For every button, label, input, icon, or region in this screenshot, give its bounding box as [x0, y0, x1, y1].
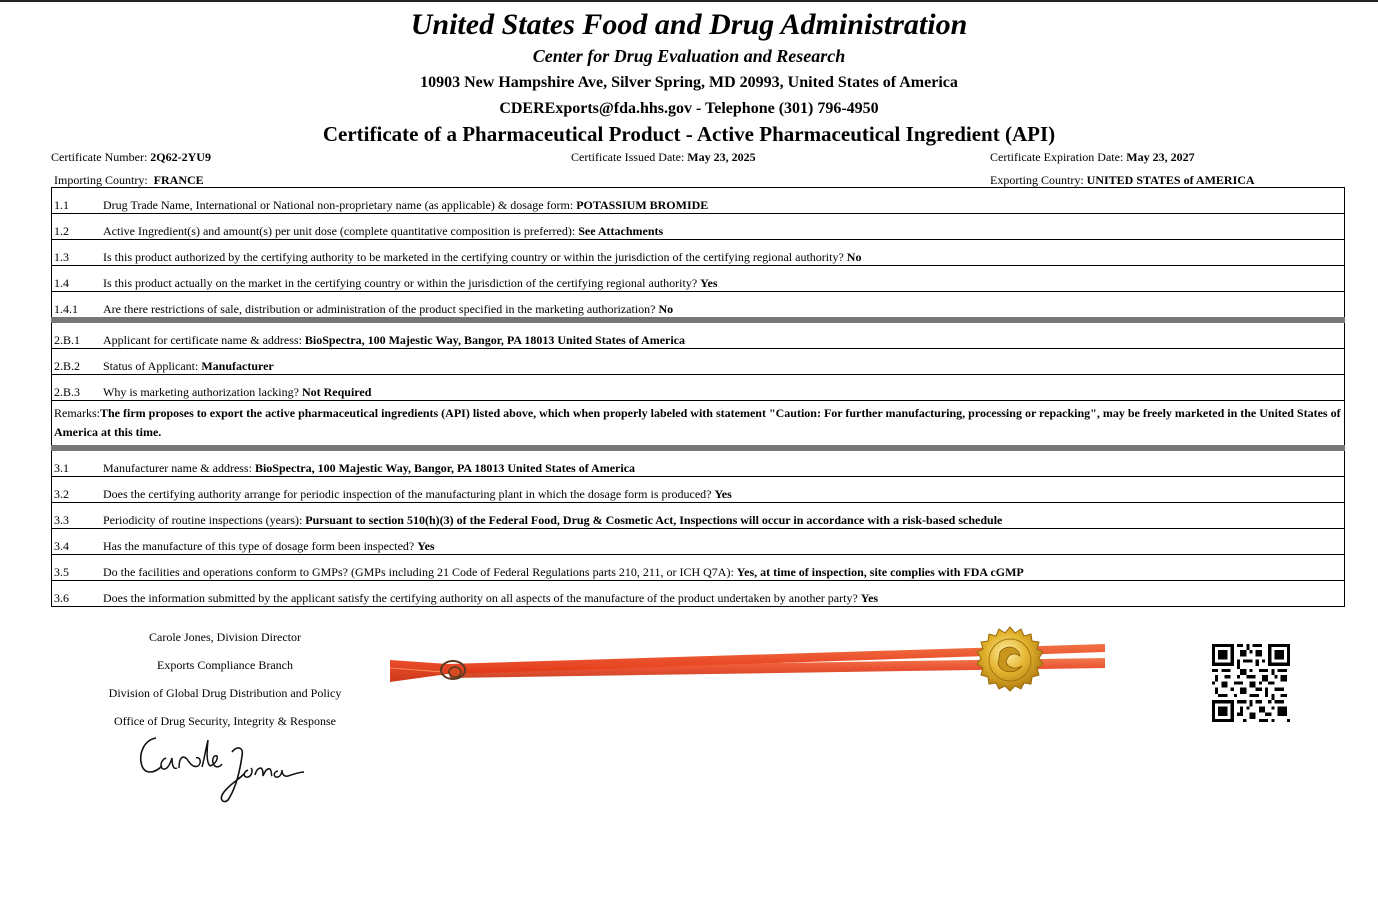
table-row [52, 555, 1345, 581]
row-number: 1.4 [52, 266, 102, 292]
row-text [101, 555, 1345, 581]
expiration-date [990, 150, 1195, 165]
certificate-table [51, 187, 1345, 607]
row-question: Does the information submitted by the applicant satisfy the certifying authority on all aspects of the manufacture of the product undertaken by another party? [103, 591, 858, 605]
table-row [52, 349, 1345, 375]
top-border [0, 0, 1378, 2]
handwritten-signature [132, 730, 307, 805]
agency-contact: CDERExports@fda.hhs.gov - Telephone (301) 796-4950 [499, 100, 879, 117]
table-row [52, 320, 1345, 349]
row-question: Does the certifying authority arrange for periodic inspection of the manufacturing plant in which the dosage form is produced? [103, 487, 712, 501]
table-row [52, 477, 1345, 503]
table-row [52, 214, 1345, 240]
row-answer: Yes [714, 487, 732, 501]
row-number: 3.3 [52, 503, 102, 529]
table-row [52, 529, 1345, 555]
row-answer: See Attachments [578, 224, 664, 238]
remarks-row [52, 401, 1345, 449]
row-question: Status of Applicant: [103, 359, 199, 373]
row-question: Manufacturer name & address: [103, 461, 252, 475]
certificate-number [51, 150, 211, 165]
issued-date-value: May 23, 2025 [687, 150, 756, 164]
row-number: 1.2 [52, 214, 102, 240]
exporting-country-label: Exporting Country: [990, 173, 1084, 187]
remarks-cell [52, 401, 1345, 449]
row-question: Is this product authorized by the certifying authority to be marketed in the certifying country or within the jurisdiction of the certifying regional authority? [103, 250, 844, 264]
row-number: 3.4 [52, 529, 102, 555]
table-row [52, 292, 1345, 321]
row-question: Has the manufacture of this type of dosage form been inspected? [103, 539, 415, 553]
agency-address: 10903 New Hampshire Ave, Silver Spring, MD 20993, United States of America [420, 74, 958, 91]
row-text [101, 188, 1345, 214]
expiration-date-value: May 23, 2027 [1126, 150, 1195, 164]
row-answer: Yes [417, 539, 435, 553]
row-question: Active Ingredient(s) and amount(s) per unit dose (complete quantitative composition is preferred): [103, 224, 576, 238]
table-row [52, 581, 1345, 607]
importing-country [54, 173, 204, 188]
table-row [52, 266, 1345, 292]
qr-code-icon [1212, 644, 1290, 722]
row-text [101, 292, 1345, 321]
row-question: Periodicity of routine inspections (years): [103, 513, 306, 527]
table-row [52, 188, 1345, 214]
row-text [101, 503, 1345, 529]
exporting-country-value: UNITED STATES of AMERICA [1086, 173, 1255, 187]
issued-date [571, 150, 756, 165]
row-text [101, 214, 1345, 240]
center-name: Center for Drug Evaluation and Research [532, 46, 846, 66]
row-question: Why is marketing authorization lacking? [103, 385, 299, 399]
table-row [52, 240, 1345, 266]
row-question: Are there restrictions of sale, distribution or administration of the product specified in the marketing authorization? [103, 302, 656, 316]
row-number: 1.1 [52, 188, 102, 214]
row-number: 1.4.1 [52, 292, 102, 321]
row-text [101, 529, 1345, 555]
row-number: 2.B.3 [52, 375, 102, 401]
row-number: 2.B.2 [52, 349, 102, 375]
row-question: Applicant for certificate name & address: [103, 333, 302, 347]
row-answer: Yes [860, 591, 879, 605]
signatory-division: Division of Global Drug Distribution and Policy [108, 686, 342, 700]
certificate-number-label: Certificate Number: [51, 150, 148, 164]
ribbon-seal-icon [388, 622, 1108, 692]
row-text [101, 266, 1345, 292]
issued-date-label: Certificate Issued Date: [571, 150, 685, 164]
row-answer: No [846, 250, 862, 264]
agency-title: United States Food and Drug Administration [410, 8, 968, 41]
signatory-office: Office of Drug Security, Integrity & Response [114, 714, 336, 728]
row-answer: BioSpectra, 100 Majestic Way, Bangor, PA 18013 United States of America [254, 461, 636, 475]
row-question: Is this product actually on the market in the certifying country or within the jurisdiction of the certifying regional authority? [103, 276, 698, 290]
row-number: 3.5 [52, 555, 102, 581]
row-question: Drug Trade Name, International or National non-proprietary name (as applicable) & dosage form: [103, 198, 574, 212]
expiration-date-label: Certificate Expiration Date: [990, 150, 1124, 164]
row-text [101, 448, 1345, 477]
row-answer: Yes, at time of inspection, site complies with FDA cGMP [736, 565, 1024, 579]
remarks-text: The firm proposes to export the active pharmaceutical ingredients (API) listed above, which when properly labeled with statement "Caution: For further manufacturing, processing or repacking", may be freely marketed in the United States of America at this time. [54, 406, 1341, 439]
row-number: 1.3 [52, 240, 102, 266]
certificate-number-value: 2Q62-2YU9 [150, 150, 211, 164]
row-answer: No [658, 302, 674, 316]
row-number: 3.6 [52, 581, 102, 607]
row-text [101, 320, 1345, 349]
row-number: 3.1 [52, 448, 102, 477]
signatory-name: Carole Jones, Division Director [149, 630, 301, 644]
table-row [52, 448, 1345, 477]
row-answer: Yes [700, 276, 718, 290]
importing-country-value: FRANCE [153, 173, 204, 187]
certificate-title: Certificate of a Pharmaceutical Product - Active Pharmaceutical Ingredient (API) [322, 122, 1056, 146]
row-text [101, 477, 1345, 503]
table-row [52, 375, 1345, 401]
exporting-country [990, 173, 1255, 188]
row-answer: Pursuant to section 510(h)(3) of the Federal Food, Drug & Cosmetic Act, Inspections will occur in accordance with a risk-based schedule [305, 513, 1003, 527]
row-answer: BioSpectra, 100 Majestic Way, Bangor, PA 18013 United States of America [304, 333, 686, 347]
row-text [101, 240, 1345, 266]
table-row [52, 503, 1345, 529]
row-text [101, 375, 1345, 401]
signatory-block [60, 628, 390, 740]
remarks-label: Remarks: [54, 406, 100, 420]
row-answer: POTASSIUM BROMIDE [576, 198, 709, 212]
row-text [101, 349, 1345, 375]
row-text [101, 581, 1345, 607]
row-number: 2.B.1 [52, 320, 102, 349]
row-number: 3.2 [52, 477, 102, 503]
row-answer: Not Required [301, 385, 372, 399]
importing-country-label: Importing Country: [54, 173, 148, 187]
row-answer: Manufacturer [201, 359, 274, 373]
row-question: Do the facilities and operations conform to GMPs? (GMPs including 21 Code of Federal Regulations parts 210, 211, or ICH Q7A): [103, 565, 734, 579]
signatory-branch: Exports Compliance Branch [157, 658, 293, 672]
